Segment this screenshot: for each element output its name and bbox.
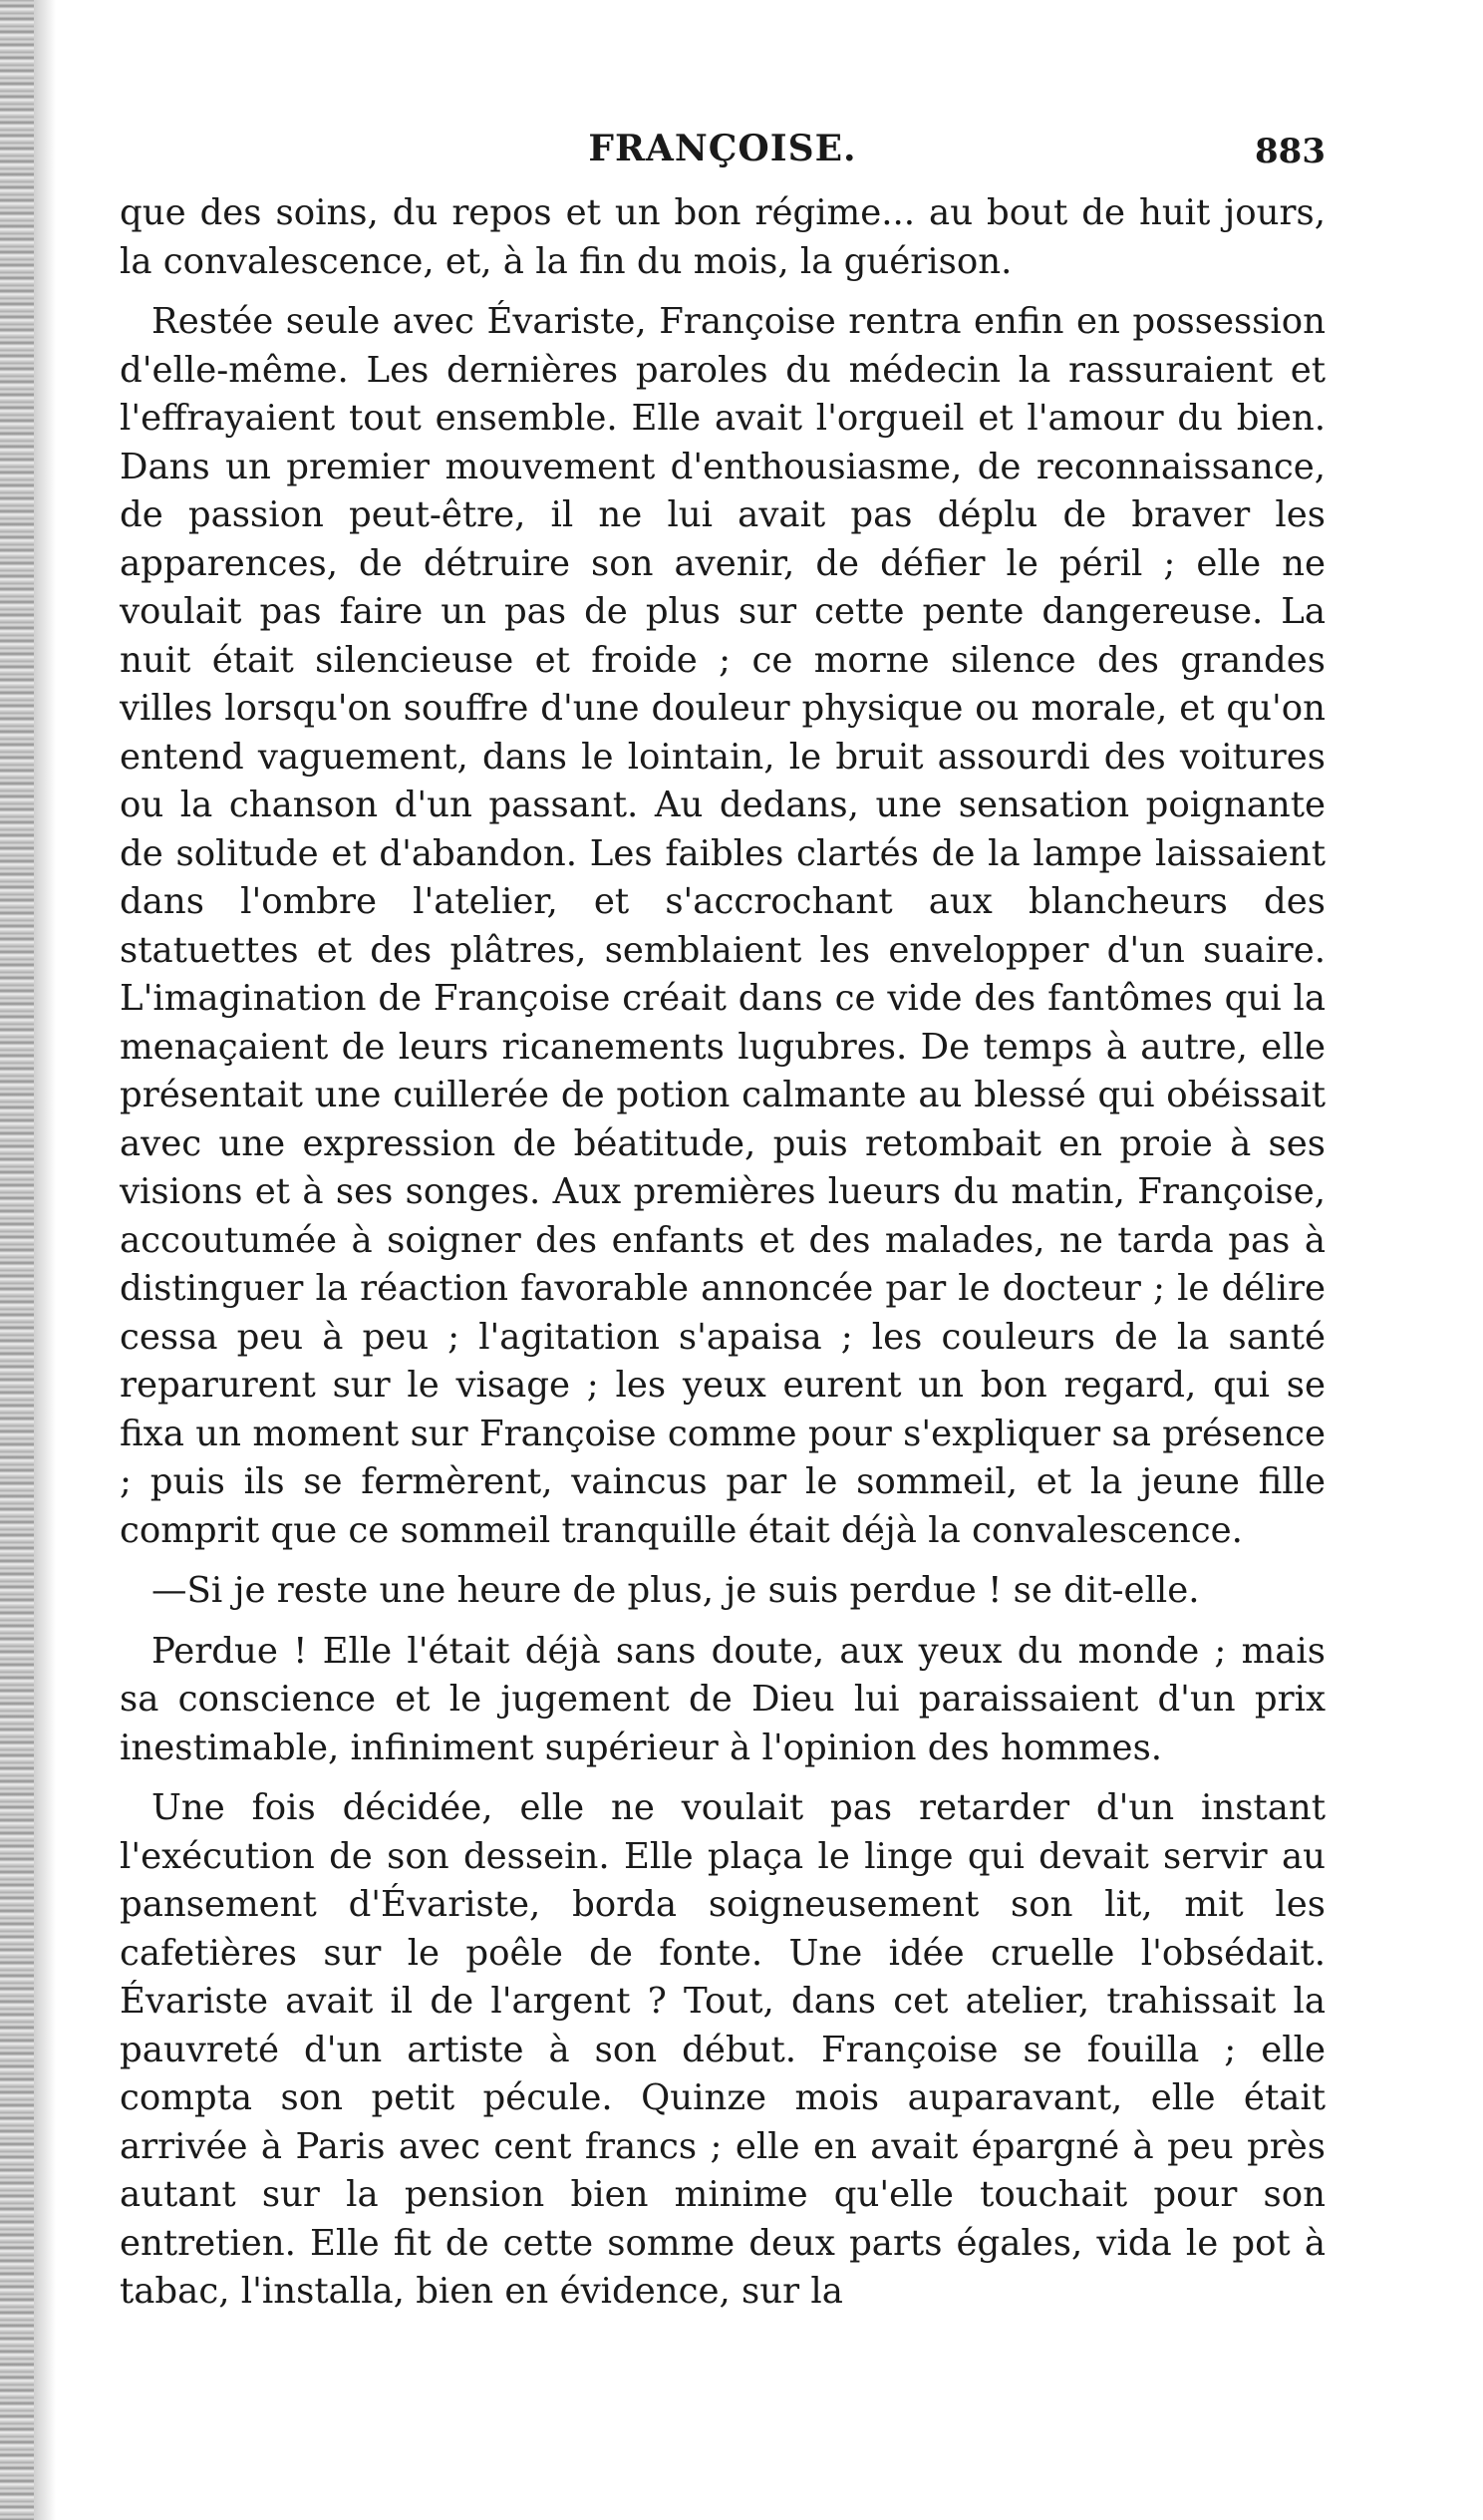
page-number: 883	[1255, 132, 1326, 171]
paragraph: Perdue ! Elle l'était déjà sans doute, aux yeux du monde ; mais sa conscience et le jugement de Dieu lui paraissaient d'un prix inestimable, infiniment supérieur à l'opinion des hommes.	[120, 1630, 1326, 1768]
body-text	[120, 189, 1326, 2317]
paragraph-continuation: que des soins, du repos et un bon régime... au bout de huit jours, la convalescence, et, à la fin du mois, la guérison.	[120, 192, 1326, 282]
page-title: FRANÇOISE.	[588, 128, 857, 169]
running-head	[120, 128, 1326, 187]
book-page	[120, 128, 1326, 2317]
page-binding-shadow	[34, 0, 56, 2520]
paragraph: Restée seule avec Évariste, Françoise rentra enfin en possession d'elle-même. Les dernières paroles du médecin la rassuraient et l'effrayaient tout ensemble. Elle avait l'orgueil et l'amour du bien. Dans un premier mouvement d'enthousiasme, de reconnaissance, de passion peut-être, il ne lui avait pas déplu de braver les apparences, de détruire son avenir, de défier le péril ; elle ne voulait pas faire un pas de plus sur cette pente dangereuse. La nuit était silencieuse et froide ; ce morne silence des grandes villes lorsqu'on souffre d'une douleur physique ou morale, et qu'on entend vaguement, dans le lointain, le bruit assourdi des voitures ou la chanson d'un passant. Au dedans, une sensation poignante de solitude et d'abandon. Les faibles clartés de la lampe laissaient dans l'ombre l'atelier, et s'accrochant aux blancheurs des statuettes et des plâtres, semblaient les envelopper d'un suaire. L'imagination de Françoise créait dans ce vide des fantômes qui la menaçaient de leurs ricanements lugubres. De temps à autre, elle présentait une cuillerée de potion calmante au blessé qui obéissait avec une expression de béatitude, puis retombait en proie à ses visions et à ses songes. Aux premières lueurs du matin, Françoise, accoutumée à soigner des enfants et des malades, ne tarda pas à distinguer la réaction favorable annoncée par le docteur ; le délire cessa peu à peu ; l'agitation s'apaisa ; les couleurs de la santé reparurent sur le visage ; les yeux eurent un bon regard, qui se fixa un moment sur Françoise comme pour s'expliquer sa présence ; puis ils se fermèrent, vaincus par le sommeil, et la jeune fille comprit que ce sommeil tranquille était déjà la convalescence.	[120, 301, 1326, 1551]
paragraph-dialogue: —Si je reste une heure de plus, je suis perdue ! se dit-elle.	[151, 1570, 1200, 1611]
page-binding-edge	[0, 0, 34, 2520]
paragraph: Une fois décidée, elle ne voulait pas retarder d'un instant l'exécution de son dessein. Elle plaça le linge qui devait servir au pansement d'Évariste, borda soigneusement son lit, mit les cafetières sur le poêle de fonte. Une idée cruelle l'obsédait. Évariste avait il de l'argent ? Tout, dans cet atelier, trahissait la pauvreté d'un artiste à son début. Françoise se fouilla ; elle compta son petit pécule. Quinze mois auparavant, elle était arrivée à Paris avec cent francs ; elle en avait épargné à peu près autant sur la pension bien minime qu'elle touchait pour son entretien. Elle fit de cette somme deux parts égales, vida le pot à tabac, l'installa, bien en évidence, sur la	[120, 1787, 1326, 2312]
